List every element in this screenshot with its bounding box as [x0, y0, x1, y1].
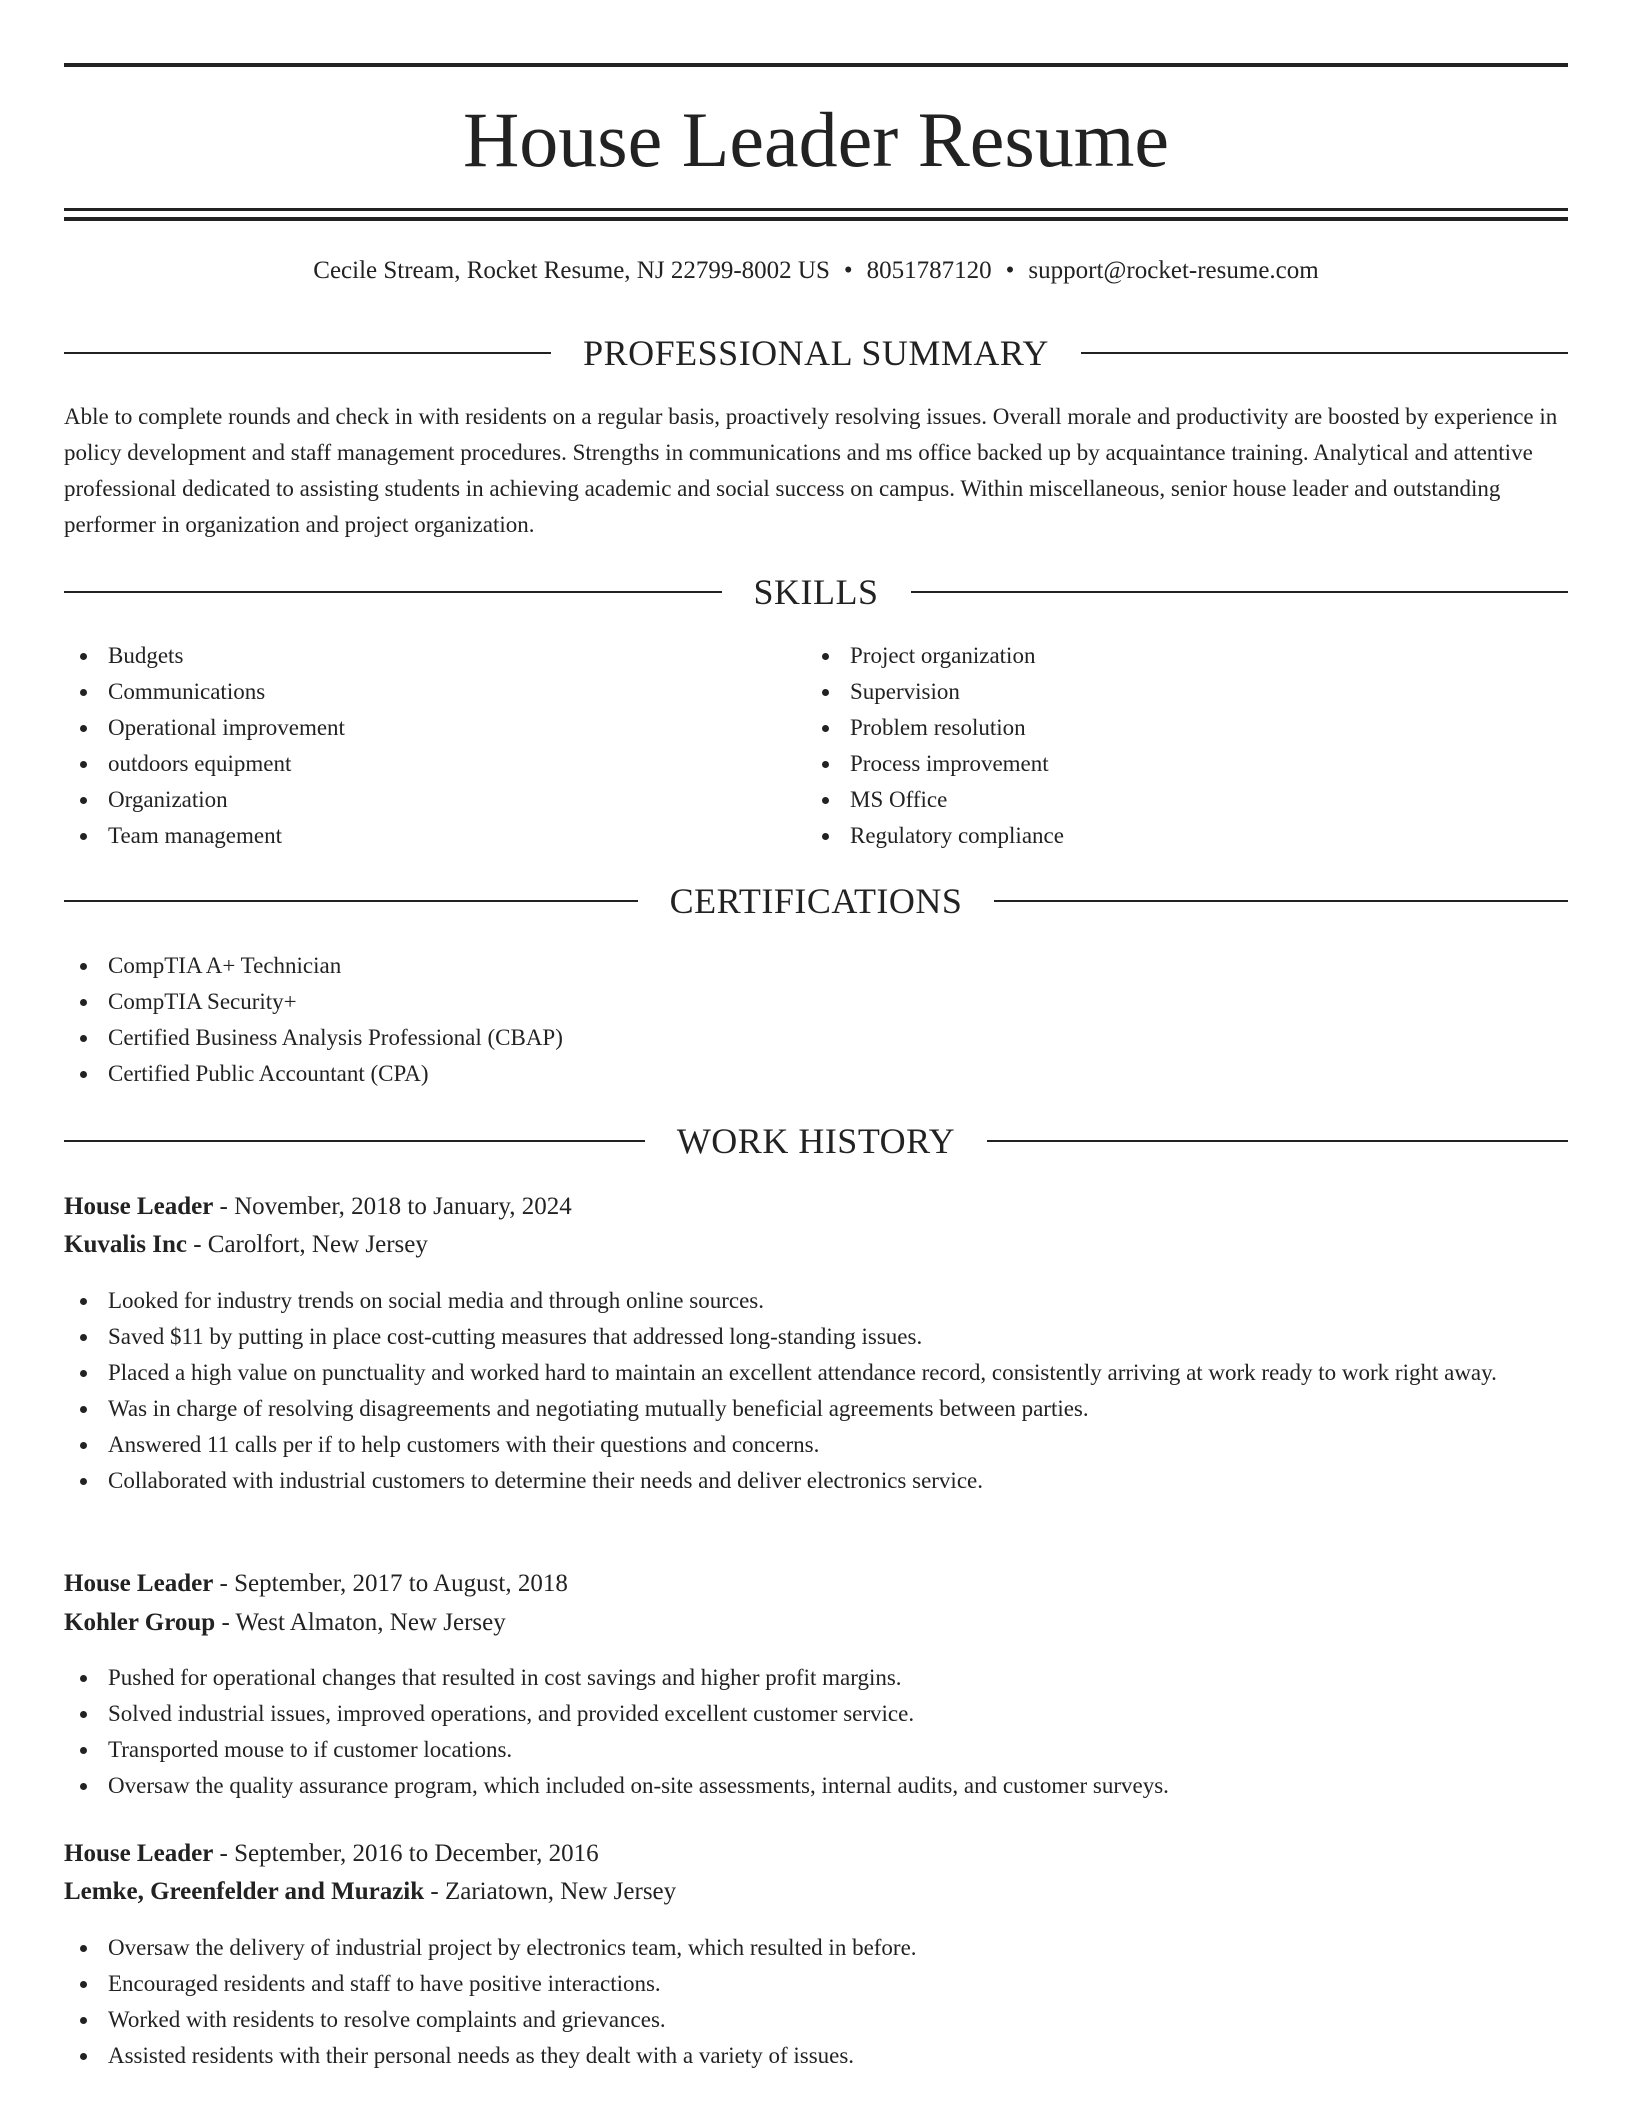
- heading-rule-left: [64, 352, 551, 354]
- certification-item: Certified Business Analysis Professional (CBAP): [64, 1020, 1464, 1056]
- job-bullet: Collaborated with industrial customers to determine their needs and deliver electronics service.: [64, 1463, 1568, 1499]
- job-company-line: [64, 1605, 1568, 1641]
- job-bullet: Encouraged residents and staff to have positive interactions.: [64, 1966, 1568, 2002]
- job-bullet: Worked with residents to resolve complaints and grievances.: [64, 2002, 1568, 2038]
- skill-item: Supervision: [806, 674, 1506, 710]
- job-dates: - September, 2017 to August, 2018: [213, 1570, 568, 1597]
- skill-item: Process improvement: [806, 746, 1506, 782]
- contact-line: [64, 254, 1568, 288]
- job-location: - West Almaton, New Jersey: [215, 1609, 506, 1636]
- job-dates: - November, 2018 to January, 2024: [213, 1193, 572, 1220]
- contact-phone: 8051787120: [866, 257, 992, 284]
- contact-address: Cecile Stream, Rocket Resume, NJ 22799-8002 US: [313, 257, 830, 284]
- heading-rule-left: [64, 591, 722, 593]
- contact-separator: •: [843, 257, 853, 284]
- heading-rule-right: [911, 591, 1569, 593]
- heading-rule-right: [987, 1140, 1568, 1142]
- heading-rule-left: [64, 900, 638, 902]
- page-title: House Leader Resume: [462, 96, 1170, 183]
- heading-rule-right: [1081, 352, 1568, 354]
- summary-text: Able to complete rounds and check in with residents on a regular basis, proactively resolving issues. Overall morale and productivity are boosted by experience in policy development and staff management procedures. Strengths in communications and ms office backed up by acquaintance training. Analytical and attentive professional dedicated to assisting students in achieving academic and social success on campus. Within miscellaneous, senior house leader and outstanding performer in organization and project organization.: [64, 404, 1558, 537]
- summary-heading: PROFESSIONAL SUMMARY: [583, 333, 1049, 373]
- skill-item: Communications: [64, 674, 764, 710]
- job-bullet: Answered 11 calls per if to help customers with their questions and concerns.: [64, 1427, 1568, 1463]
- skill-item: Team management: [64, 818, 764, 854]
- job-bullet: Oversaw the quality assurance program, which included on-site assessments, internal audits, and customer surveys.: [64, 1768, 1568, 1804]
- job-location: - Carolfort, New Jersey: [186, 1231, 428, 1258]
- skill-item: outdoors equipment: [64, 746, 764, 782]
- job-bullet: Looked for industry trends on social media and through online sources.: [64, 1283, 1568, 1319]
- skill-item: Organization: [64, 782, 764, 818]
- job-title-line: [64, 1566, 1568, 1602]
- summary-section-heading: [64, 331, 1568, 375]
- skill-item: Project organization: [806, 638, 1506, 674]
- heading-rule-right: [994, 900, 1568, 902]
- certifications-heading: CERTIFICATIONS: [669, 881, 963, 921]
- skills-list-right: [806, 638, 1506, 854]
- skill-item: Operational improvement: [64, 710, 764, 746]
- job-bullet: Oversaw the delivery of industrial project by electronics team, which resulted in before.: [64, 1930, 1568, 1966]
- contact-separator: •: [1005, 257, 1015, 284]
- job-bullet: Pushed for operational changes that resulted in cost savings and higher profit margins.: [64, 1660, 1568, 1696]
- skills-heading: SKILLS: [753, 572, 879, 612]
- job-title: House Leader: [64, 1193, 214, 1220]
- work-section-heading: [64, 1119, 1568, 1163]
- job-dates: - September, 2016 to December, 2016: [213, 1840, 599, 1867]
- top-rule: [64, 63, 1568, 67]
- skill-item: Regulatory compliance: [806, 818, 1506, 854]
- skill-item: MS Office: [806, 782, 1506, 818]
- job-bullets: [64, 1660, 1568, 1804]
- job-bullets: [64, 1930, 1568, 2074]
- certifications-section-heading: [64, 879, 1568, 923]
- certification-item: CompTIA A+ Technician: [64, 948, 1464, 984]
- title-double-rule: [64, 208, 1568, 221]
- job-title: House Leader: [64, 1570, 214, 1597]
- job-bullet: Placed a high value on punctuality and worked hard to maintain an excellent attendance record, consistently arriving at work ready to work right away.: [64, 1355, 1568, 1391]
- job-company: Kuvalis Inc: [64, 1231, 187, 1258]
- job-location: - Zariatown, New Jersey: [424, 1878, 677, 1905]
- job-bullet: Transported mouse to if customer locations.: [64, 1732, 1568, 1768]
- skill-item: Budgets: [64, 638, 764, 674]
- job-company-line: [64, 1227, 1568, 1263]
- job-title: House Leader: [64, 1840, 214, 1867]
- skills-section-heading: [64, 570, 1568, 614]
- job-title-line: [64, 1189, 1568, 1225]
- heading-rule-left: [64, 1140, 645, 1142]
- certification-item: Certified Public Accountant (CPA): [64, 1056, 1464, 1092]
- certifications-list: [64, 948, 1464, 1092]
- contact-email: support@rocket-resume.com: [1028, 257, 1319, 284]
- work-heading: WORK HISTORY: [676, 1121, 956, 1161]
- job-title-line: [64, 1836, 1568, 1872]
- certification-item: CompTIA Security+: [64, 984, 1464, 1020]
- job-company-line: [64, 1874, 1568, 1910]
- job-bullet: Saved $11 by putting in place cost-cutting measures that addressed long-standing issues.: [64, 1319, 1568, 1355]
- job-company: Lemke, Greenfelder and Murazik: [64, 1878, 425, 1905]
- job-bullets: [64, 1283, 1568, 1499]
- job-bullet: Assisted residents with their personal needs as they dealt with a variety of issues.: [64, 2038, 1568, 2074]
- skill-item: Problem resolution: [806, 710, 1506, 746]
- job-bullet: Was in charge of resolving disagreements and negotiating mutually beneficial agreements between parties.: [64, 1391, 1568, 1427]
- job-company: Kohler Group: [64, 1609, 216, 1636]
- skills-list-left: [64, 638, 764, 854]
- job-bullet: Solved industrial issues, improved operations, and provided excellent customer service.: [64, 1696, 1568, 1732]
